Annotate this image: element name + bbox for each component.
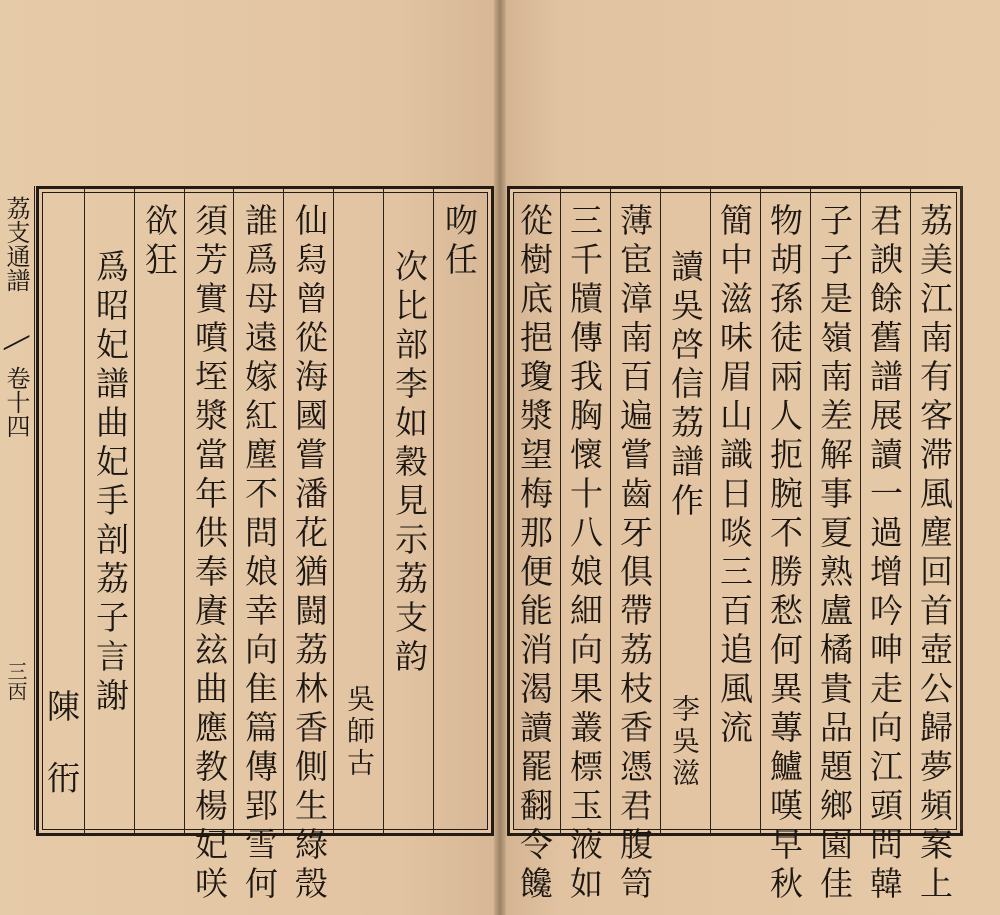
folio-strip bbox=[0, 186, 35, 830]
verse-column: 次比部李如穀見示荔支韵 bbox=[390, 249, 429, 678]
verse-column: 仙舄曾從海國嘗潘花猶闘荔林香側生綠殼 bbox=[290, 203, 329, 905]
verse-column: 爲昭妃譜曲妃手剖荔子言謝 bbox=[91, 249, 130, 717]
right-text-frame bbox=[507, 186, 963, 905]
page-number: 三㐁 bbox=[4, 661, 28, 701]
left-text-frame bbox=[36, 186, 494, 905]
verse-column: 薄宦漳南百遍嘗齒牙俱帶荔枝香憑君腹笥 bbox=[615, 203, 654, 905]
column-rule bbox=[184, 189, 185, 833]
verse-column: 欲狂 bbox=[140, 203, 179, 281]
column-rule bbox=[760, 189, 761, 833]
column-rule bbox=[333, 189, 334, 833]
folio-separator: ╲ bbox=[3, 336, 28, 350]
column-rule bbox=[283, 189, 284, 833]
verse-column: 荔美江南有客滞風塵回首壺公歸夢頻案上 bbox=[915, 203, 954, 905]
column-rule bbox=[910, 189, 911, 833]
verse-column: 物胡孫徒兩人扼腕不勝愁何異蓴鱸嘆早秋 bbox=[765, 203, 804, 905]
verse-column: 君諛餘舊譜展讀一過增吟呻走向江頭問韓 bbox=[865, 203, 904, 905]
column-rule bbox=[433, 189, 434, 833]
column-rule bbox=[710, 189, 711, 833]
column-rule bbox=[233, 189, 234, 833]
volume-label: 卷十四 bbox=[2, 366, 30, 438]
column-rule bbox=[560, 189, 561, 833]
book-title: 荔支通譜 bbox=[2, 196, 30, 292]
book-gutter bbox=[494, 0, 506, 915]
verse-column: 子子是嶺南差解事夏熟盧橘貴品題鄉園佳 bbox=[815, 203, 854, 905]
author-name: 李吳滋 bbox=[668, 694, 701, 790]
column-rule bbox=[660, 189, 661, 833]
outer-border-line bbox=[960, 186, 963, 830]
verse-column: 三千牘傳我胸懷十八娘細向果叢標玉液如 bbox=[565, 203, 604, 905]
column-rule bbox=[860, 189, 861, 833]
verse-column: 讀吳啓信荔譜作 bbox=[666, 249, 705, 522]
verse-column: 須芳實噴垤漿當年供奉賡玆曲應教楊妃咲 bbox=[190, 203, 229, 905]
verse-column: 簡中滋味眉山識日啖三百追風流 bbox=[715, 203, 754, 749]
column-rule bbox=[383, 189, 384, 833]
verse-column: 吻任 bbox=[440, 203, 479, 281]
author-name: 吳師古 bbox=[343, 684, 376, 780]
column-rule bbox=[810, 189, 811, 833]
column-rule bbox=[134, 189, 135, 833]
verse-column: 從樹底挹瓊漿望梅那便能消渴讀罷翻令饞 bbox=[515, 203, 554, 905]
author-name: 陳 衎 bbox=[42, 689, 81, 808]
column-rule bbox=[84, 189, 85, 833]
column-rule bbox=[610, 189, 611, 833]
verse-column: 誰爲母遠嫁紅塵不問娘幸向隹篇傳郢雪何 bbox=[240, 203, 279, 905]
